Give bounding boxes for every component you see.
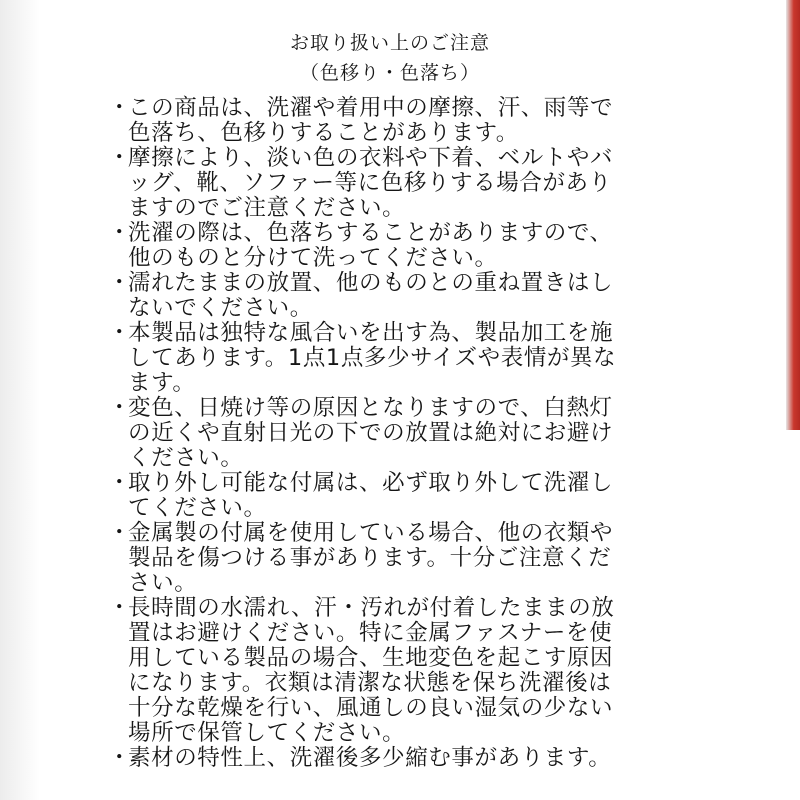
bullet-dot: ・ (108, 470, 132, 496)
care-note-line: さい。 (128, 570, 198, 596)
care-note-line: 用している製品の場合、生地変色を起こす原因 (128, 645, 614, 671)
care-note-line: この商品は、洗濯や着用中の摩擦、汗、雨等で (128, 95, 614, 121)
care-instructions-card (92, 28, 692, 771)
heading-block (88, 28, 692, 88)
care-note-line: 取り外し可能な付属は、必ず取り外して洗濯し (128, 470, 614, 496)
bullet-dot: ・ (108, 270, 132, 296)
care-note-item (92, 521, 692, 596)
care-note-line: してあります。1点1点多少サイズや表情が異な (128, 345, 617, 371)
care-note-line: ください。 (128, 445, 244, 471)
care-note-item (92, 396, 692, 471)
care-note-line: 本製品は独特な風合いを出す為、製品加工を施 (128, 320, 614, 346)
care-notes-list (92, 96, 692, 771)
care-note-line: ないでください。 (128, 295, 313, 321)
care-note-line: 金属製の付属を使用している場合、他の衣類や (128, 520, 614, 546)
care-note-line: 製品を傷つける事があります。十分ご注意くだ (128, 545, 612, 571)
left-edge-shadow (0, 0, 40, 800)
care-note-line: 置はお避けください。特に金属ファスナーを使 (128, 620, 613, 646)
bullet-dot: ・ (108, 220, 132, 246)
care-note-line: 場所で保管してください。 (128, 720, 406, 746)
bullet-dot: ・ (108, 320, 132, 346)
care-note-line: ますのでご注意ください。 (128, 195, 406, 221)
right-edge-red-strip (786, 0, 800, 430)
care-note-item (92, 146, 692, 221)
care-note-line: 素材の特性上、洗濯後多少縮む事があります。 (128, 745, 612, 771)
care-note-line: の近くや直射日光の下での放置は絶対にお避け (128, 420, 614, 446)
bullet-dot: ・ (108, 395, 132, 421)
care-note-line: 十分な乾燥を行い、風通しの良い湿気の少ない (128, 695, 614, 721)
care-note-line: 濡れたままの放置、他のものとの重ね置きはし (128, 270, 614, 296)
heading-title: お取り扱い上のご注意 (289, 32, 490, 54)
bullet-dot: ・ (108, 520, 132, 546)
care-note-line: 変色、日焼け等の原因となりますので、白熱灯 (128, 395, 613, 421)
care-note-line: 摩擦により、淡い色の衣料や下着、ベルトやバ (128, 145, 614, 171)
bullet-dot: ・ (108, 145, 132, 171)
care-note-line: 他のものと分けて洗ってください。 (128, 245, 498, 271)
bullet-dot: ・ (108, 745, 132, 771)
care-note-line: ます。 (128, 370, 196, 396)
bullet-dot: ・ (108, 595, 132, 621)
care-note-item (92, 596, 692, 746)
bullet-dot: ・ (108, 95, 132, 121)
care-note-item (92, 746, 692, 771)
care-note-line: 洗濯の際は、色落ちすることがありますので、 (128, 220, 613, 246)
care-note-line: てください。 (128, 495, 267, 521)
care-note-line: ッグ、靴、ソファー等に色移りする場合があり (128, 170, 612, 196)
care-note-item (92, 321, 692, 396)
care-note-item (92, 221, 692, 271)
care-note-line: 色落ち、色移りすることがあります。 (128, 120, 519, 146)
care-note-item (92, 471, 692, 521)
heading-subtitle: （色移り・色落ち） (299, 62, 480, 84)
care-note-line: になります。衣類は清潔な状態を保ち洗濯後は (128, 670, 612, 696)
care-note-item (92, 271, 692, 321)
care-note-line: 長時間の水濡れ、汗・汚れが付着したままの放 (128, 595, 615, 621)
care-note-item (92, 96, 692, 146)
